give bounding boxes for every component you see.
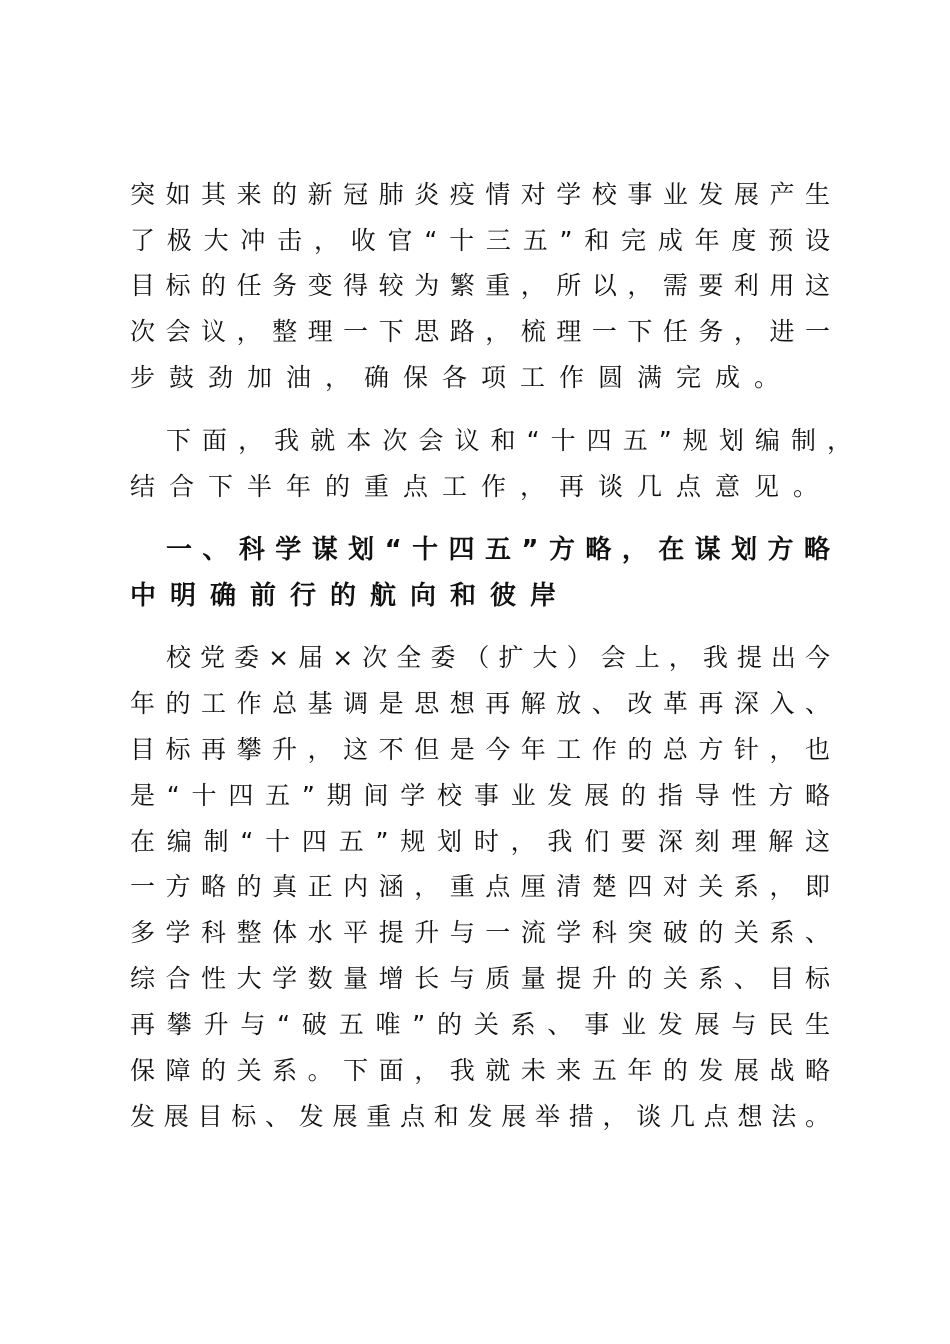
paragraph-2-line-2: 结合下半年的重点工作，再谈几点意见。 bbox=[130, 472, 833, 501]
paragraph-1-line-5: 步鼓劲加油，确保各项工作圆满完成。 bbox=[130, 363, 794, 392]
paragraph-3-line-9: 再攀升与“破五唯”的关系、事业发展与民生 bbox=[130, 1010, 830, 1039]
paragraph-1-line-2: 了极大冲击，收官“十三五”和完成年度预设 bbox=[130, 226, 830, 255]
paragraph-3-line-6: 一方略的真正内涵，重点厘清楚四对关系，即 bbox=[130, 872, 830, 901]
paragraph-3-line-3: 目标再攀升，这不但是今年工作的总方针，也 bbox=[130, 735, 830, 764]
paragraph-3-line-11: 发展目标、发展重点和发展举措，谈几点想法。 bbox=[130, 1102, 830, 1131]
paragraph-1-line-1: 突如其来的新冠肺炎疫情对学校事业发展产生 bbox=[130, 180, 830, 209]
paragraph-1-line-3: 目标的任务变得较为繁重，所以，需要利用这 bbox=[130, 271, 830, 300]
paragraph-3-line-8: 综合性大学数量增长与质量提升的关系、目标 bbox=[130, 964, 830, 993]
section-heading-line-1: 一、科学谋划“十四五”方略，在谋划方略 bbox=[166, 535, 830, 565]
paragraph-3-line-10: 保障的关系。下面，我就未来五年的发展战略 bbox=[130, 1056, 830, 1085]
paragraph-3-line-4: 是“十四五”期间学校事业发展的指导性方略 bbox=[130, 781, 830, 810]
section-heading-line-2: 中明确前行的航向和彼岸 bbox=[130, 581, 571, 611]
paragraph-3-line-1: 校党委×届×次全委（扩大）会上，我提出今 bbox=[166, 643, 830, 672]
paragraph-3-line-7: 多学科整体水平提升与一流学科突破的关系、 bbox=[130, 918, 830, 947]
paragraph-2-line-1: 下面，我就本次会议和“十四五”规划编制， bbox=[166, 426, 852, 455]
paragraph-3-line-2: 年的工作总基调是思想再解放、改革再深入、 bbox=[130, 689, 830, 718]
paragraph-1-line-4: 次会议，整理一下思路，梳理一下任务，进一 bbox=[130, 317, 830, 346]
paragraph-3-line-5: 在编制“十四五”规划时，我们要深刻理解这 bbox=[130, 827, 830, 856]
